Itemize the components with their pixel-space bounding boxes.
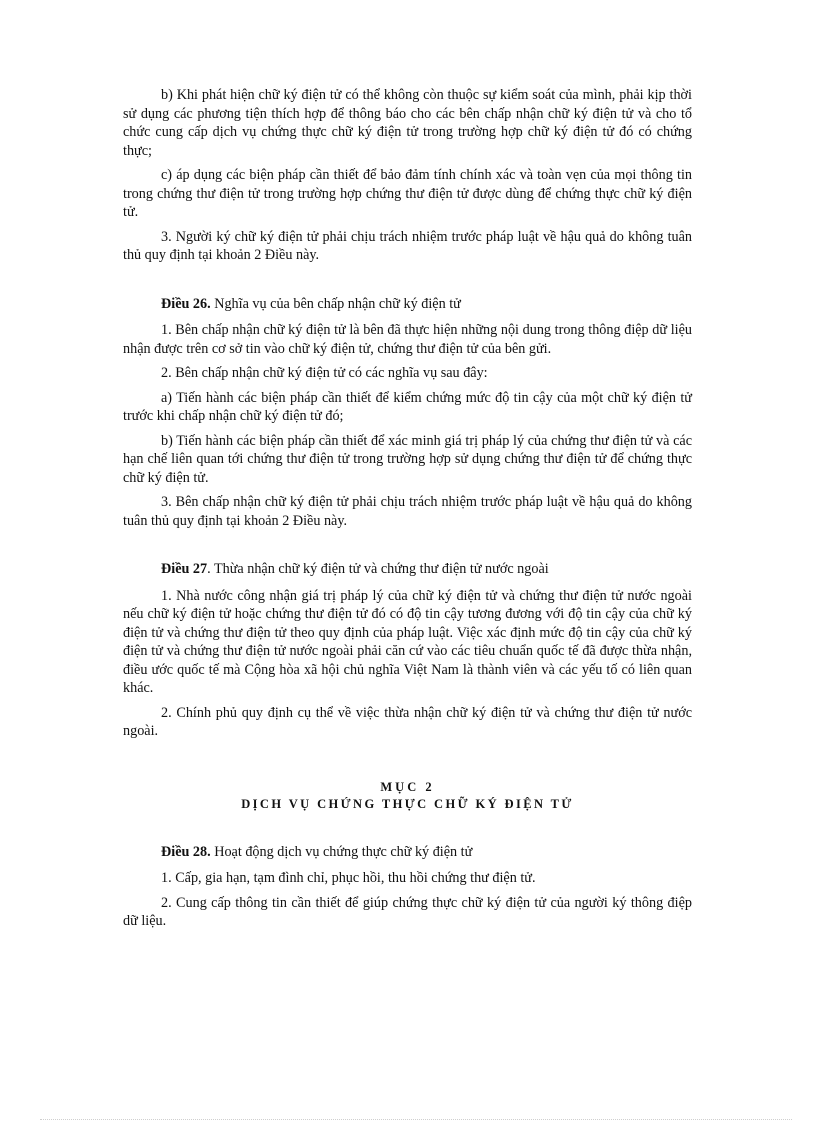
article-26-number: Điều 26.: [161, 295, 211, 312]
section-title: DỊCH VỤ CHỨNG THỰC CHỮ KÝ ĐIỆN TỬ: [241, 796, 574, 811]
paragraph-28-2: 2. Cung cấp thông tin cần thiết để giúp chứng thực chữ ký điện tử của người ký thông điệp dữ liệu.: [123, 894, 692, 929]
paragraph-26-2b: b) Tiến hành các biện pháp cần thiết để xác minh giá trị pháp lý của chứng thư điện tử và các hạn chế liên quan tới chứng thư điện tử trong trường hợp sử dụng chứng thư điện tử để chứng thực chữ ký điện tử.: [123, 432, 692, 486]
article-27-title: . Thừa nhận chữ ký điện tử và chứng thư điện tử nước ngoài: [207, 561, 549, 577]
page-bottom-divider: [40, 1119, 792, 1120]
paragraph-25-2c: c) áp dụng các biện pháp cần thiết để bảo đảm tính chính xác và toàn vẹn của mọi thông tin trong chứng thư điện tử trong trường hợp chứng thư điện tử được dùng để chứng thực chữ ký điện tử.: [123, 167, 692, 220]
article-28-heading: [123, 843, 692, 862]
article-27-number: Điều 27: [161, 561, 208, 577]
paragraph-26-3: 3. Bên chấp nhận chữ ký điện tử phải chịu trách nhiệm trước pháp luật về hậu quả do không tuân thủ quy định tại khoản 2 Điều này.: [123, 494, 692, 529]
paragraph-25-2b: b) Khi phát hiện chữ ký điện tử có thể không còn thuộc sự kiểm soát của mình, phải kịp thời sử dụng các phương tiện thích hợp để thông báo cho các bên chấp nhận chữ ký điện tử và cho tổ chức cung cấp dịch vụ chứng thực chữ ký điện tử trong trường hợp chữ ký điện tử đó có chứng thực;: [123, 87, 692, 159]
paragraph-28-1: 1. Cấp, gia hạn, tạm đình chỉ, phục hồi, thu hồi chứng thư điện tử.: [161, 870, 536, 886]
article-26-heading: [123, 295, 692, 314]
paragraph-26-1: 1. Bên chấp nhận chữ ký điện tử là bên đã thực hiện những nội dung trong thông điệp dữ liệu nhận được trên cơ sở tin vào chữ ký điện tử, chứng thư điện tử của bên gửi.: [123, 322, 692, 357]
paragraph-26-2: 2. Bên chấp nhận chữ ký điện tử có các nghĩa vụ sau đây:: [161, 365, 488, 381]
article-27-heading: [123, 560, 692, 579]
paragraph-27-2: 2. Chính phủ quy định cụ thể về việc thừa nhận chữ ký điện tử và chứng thư điện tử nước ngoài.: [123, 704, 692, 739]
paragraph-25-3: 3. Người ký chữ ký điện tử phải chịu trách nhiệm trước pháp luật về hậu quả do không tuân thủ quy định tại khoản 2 Điều này.: [123, 228, 692, 263]
paragraph-27-1: 1. Nhà nước công nhận giá trị pháp lý của chữ ký điện tử và chứng thư điện tử nước ngoài nếu chữ ký điện tử hoặc chứng thư điện tử đó có độ tin cậy tương đương với độ tin cậy của chữ ký điện tử và chứng thư điện tử theo quy định của pháp luật. Việc xác định mức độ tin cậy của chữ ký điện tử và chứng thư điện tử nước ngoài phải căn cứ vào các tiêu chuẩn quốc tế đã được thừa nhận, điều ước quốc tế mà Cộng hòa xã hội chủ nghĩa Việt Nam là thành viên và các yếu tố có liên quan khác.: [123, 587, 692, 696]
paragraph-26-2a: a) Tiến hành các biện pháp cần thiết để kiểm chứng mức độ tin cậy của một chữ ký điện tử trước khi chấp nhận chữ ký điện tử đó;: [123, 389, 692, 424]
article-28-title: Hoạt động dịch vụ chứng thực chữ ký điện tử: [214, 843, 473, 860]
article-26-title: Nghĩa vụ của bên chấp nhận chữ ký điện tử: [214, 295, 461, 312]
section-label: MỤC 2: [380, 779, 435, 794]
document-page: [123, 86, 692, 937]
article-28-number: Điều 28.: [161, 843, 211, 860]
